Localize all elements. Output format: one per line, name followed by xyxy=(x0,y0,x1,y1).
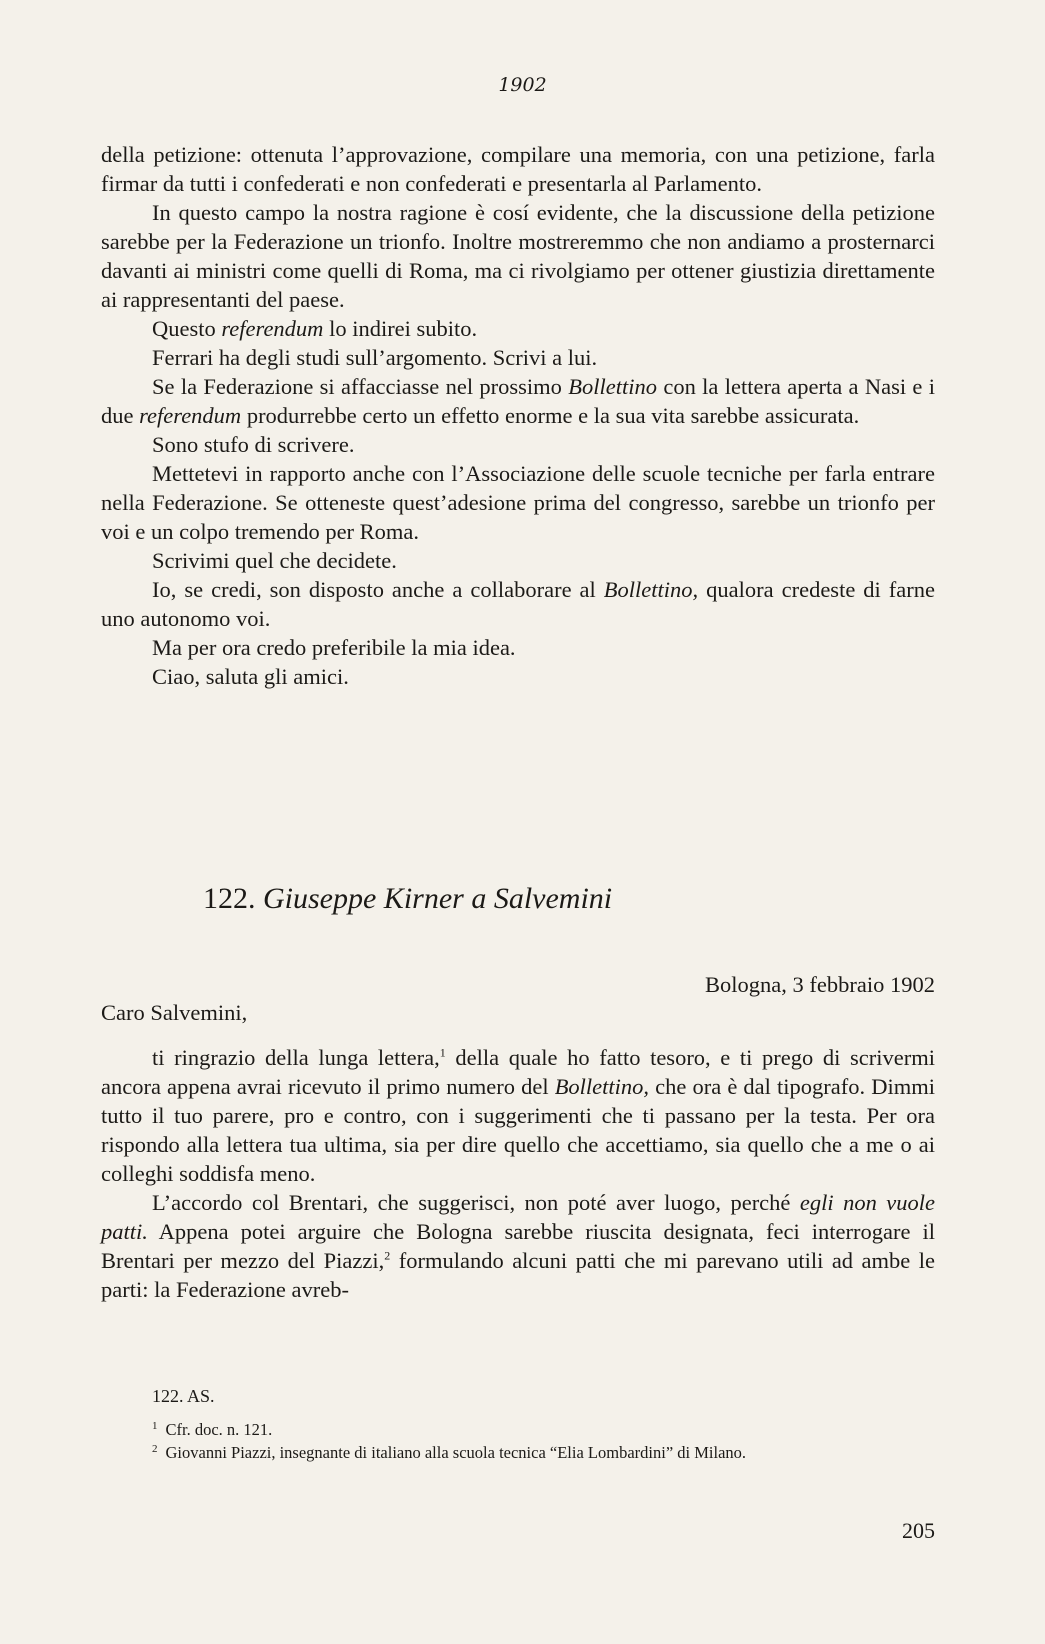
footnote: $^2$ Giovanni Piazzi, insegnante di italiano alla scuola tecnica “Elia Lombardini” di Milano. xyxy=(152,1442,747,1462)
paragraph: Sono stufo di scrivere. xyxy=(152,432,355,457)
paragraph: Scrivimi quel che decidete. xyxy=(152,548,397,573)
document-heading xyxy=(203,882,612,916)
paragraph: L’accordo col Brentari, che suggerisci, non poté aver luogo, perché egli non vuole patti. Appena potei arguire che Bologna sarebbe riuscita designata, feci interrogare il Brentari per mezzo del Piazzi,$^2$ formulando alcuni patti che mi parevano utili ad ambe le parti: la Federazione avreb- xyxy=(101,1190,936,1302)
paragraph: In questo campo la nostra ragione è cosí evidente, che la discussione della petizione sarebbe per la Federazione un trionfo. Inoltre mostreremmo che non andiamo a prosternarci davanti ai ministri come quelli di Roma, ma ci rivolgiamo per ottener giustizia direttamente ai rappresentanti del paese. xyxy=(101,200,935,312)
archive-source: 122. AS. xyxy=(152,1386,215,1406)
page-number: 205 xyxy=(902,1518,935,1543)
paragraph: Ferrari ha degli studi sull’argomento. Scrivi a lui. xyxy=(152,345,598,370)
footnotes xyxy=(152,1385,942,1464)
letter-salutation: Caro Salvemini, xyxy=(101,1000,248,1025)
footnote-ref: 1 xyxy=(439,1045,446,1060)
letter-body xyxy=(101,1043,935,1304)
paragraph: ti ringrazio della lunga lettera,$^1$ della quale ho fatto tesoro, e ti prego di scrivermi ancora appena avrai ricevuto il primo numero del Bollettino, che ora è dal tipografo. Dimmi tutto il tuo parere, pro e contro, con i suggerimenti che ti passano per la testa. Per ora rispondo alla lettera tua ultima, sia per dire quello che accettiamo, sia quello che a me o ai colleghi soddisfa meno. xyxy=(101,1045,935,1186)
footnote-ref: 2 xyxy=(384,1248,391,1263)
paragraph: Se la Federazione si affacciasse nel prossimo Bollettino con la lettera aperta a Nasi e i due referendum produrrebbe certo un effetto enorme e la sua vita sarebbe assicurata. xyxy=(101,374,935,428)
paragraph: Mettetevi in rapporto anche con l’Associazione delle scuole tecniche per farla entrare nella Federazione. Se otteneste quest’adesione prima del congresso, sarebbe un trionfo per voi e un colpo tremendo per Roma. xyxy=(101,461,935,544)
footnote: $^1$ Cfr. doc. n. 121. xyxy=(152,1419,273,1439)
letter-date: Bologna, 3 febbraio 1902 xyxy=(705,972,935,997)
running-head-year: 1902 xyxy=(498,74,547,96)
document-number: 122. xyxy=(203,882,256,915)
paragraph: Ciao, saluta gli amici. xyxy=(152,664,349,689)
paragraph: della petizione: ottenuta l’approvazione, compilare una memoria, con una petizione, farla firmar da tutti i confederati e non confederati e presentarla al Parlamento. xyxy=(101,142,935,196)
paragraph: Io, se credi, son disposto anche a collaborare al Bollettino, qualora credeste di farne uno autonomo voi. xyxy=(101,577,936,631)
letter-continuation xyxy=(101,140,935,691)
paragraph: Questo referendum lo indirei subito. xyxy=(152,316,478,341)
document-title: Giuseppe Kirner a Salvemini xyxy=(263,882,613,915)
paragraph: Ma per ora credo preferibile la mia idea. xyxy=(152,635,516,660)
